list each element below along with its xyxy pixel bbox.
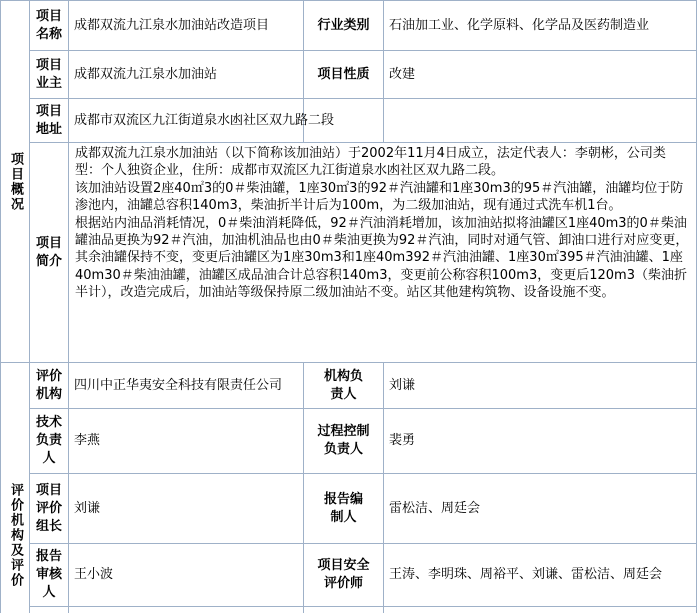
safety-evaluators-value: 王涛、李明珠、周裕平、刘谦、雷松洁、周廷会 (389, 567, 663, 582)
project-owner-value: 成都双流九江泉水加油站 (74, 66, 218, 82)
evaluation-org-value: 四川中正华夷安全科技有限责任公司 (74, 377, 283, 393)
section-evaluation-org-label: 评价机构及评价 (8, 483, 23, 588)
section-project-overview-label: 项目概况 (8, 151, 23, 212)
project-name-label: 项目名称 (35, 8, 62, 42)
report-author-value: 雷松洁、周廷会 (389, 500, 481, 516)
project-summary-value (69, 143, 696, 362)
project-address-label: 项目地址 (35, 103, 62, 137)
safety-evaluators-label: 项目安全评价师 (317, 558, 370, 591)
project-nature-value: 改建 (389, 66, 416, 82)
process-control-label: 过程控制负责人 (317, 424, 370, 457)
summary-paragraph: 该加油站设置2座40㎡3的0＃柴油罐，1座30㎡3的92＃汽油罐和1座30m3的95＃汽油罐，油罐均位于防渗池内，油罐总容积140m3，柴油折半计后为100m，为二级加油站，现有通过式洗车机1台。 (75, 180, 684, 214)
project-summary-label: 项目简介 (35, 235, 62, 269)
project-nature-label: 项目性质 (317, 66, 370, 82)
project-address-value: 成都市双流区九江街道泉水凼社区双九路二段 (74, 112, 335, 128)
org-head-value: 刘谦 (389, 377, 416, 393)
process-control-value: 裴勇 (389, 433, 416, 448)
table-border-right (696, 0, 697, 613)
summary-paragraph: 成都双流九江泉水加油站（以下简称该加油站）于2002年11月4日成立，法定代表人：李朝彬，公司类型：个人独资企业，住所：成都市双流区九江街道泉水凼社区双九路二段。 (75, 146, 666, 179)
summary-paragraph: 根据站内油品消耗情况，0＃柴油消耗降低，92＃汽油消耗增加，该加油站拟将油罐区1座40m3的0＃柴油罐油品更换为92＃汽油，加油机油品也由0＃柴油更换为92＃汽油，同时对通气管、卸油口进行对应变更，其余油罐保持不变，变更后油罐区为1座30m3和1座40m392＃汽油油罐、1座30㎡395＃汽油油罐、1座40m30＃柴油油罐，油罐区成品油合计总容积140m3，变更前公称容积100m3，变更后120m3（柴油折半计），改造完成后，加油站等级保持原二级加油站不变。站区其他建构筑物、设备设施不变。 (75, 215, 689, 301)
table-divider (29, 606, 697, 607)
reviewer-label: 报告审核人 (35, 549, 62, 600)
section-project-overview (1, 1, 29, 362)
industry-label: 行业类别 (317, 17, 370, 33)
project-owner-label: 项目业主 (35, 57, 62, 91)
industry-value: 石油加工业、化学原料、化学品及医药制造业 (389, 17, 650, 33)
report-author-label: 报告编制人 (323, 491, 363, 525)
section-evaluation-org (1, 363, 29, 613)
tech-lead-value: 李燕 (74, 433, 101, 448)
org-head-label: 机构负责人 (323, 368, 363, 402)
reviewer-value: 王小波 (74, 567, 114, 582)
team-leader-value: 刘谦 (74, 500, 101, 516)
project-name-value: 成都双流九江泉水加油站改造项目 (74, 17, 270, 33)
tech-lead-label: 技术负责人 (35, 415, 62, 466)
evaluation-org-label: 评价机构 (35, 368, 62, 402)
team-leader-label: 项目评价组长 (35, 482, 62, 534)
